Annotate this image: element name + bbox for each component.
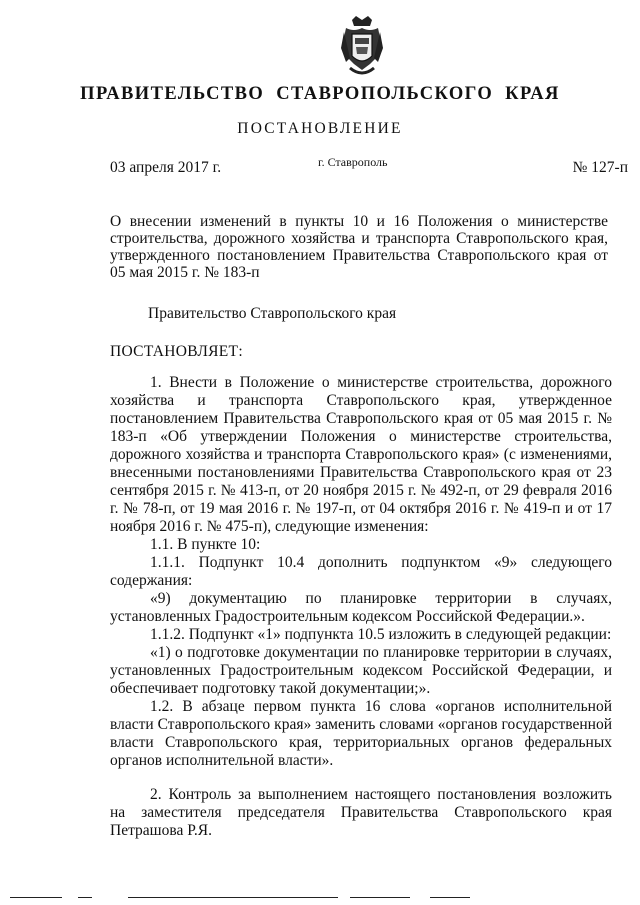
document-number: № 127-п: [572, 159, 628, 176]
document-body: [110, 374, 612, 840]
footer-divider: [0, 897, 640, 901]
paragraph-1-2: 1.2. В абзаце первом пункта 16 слова «органов исполнительной власти Ставропольского края» заменить словами «органов государственной власти Ставропольского края, территориальных органов федеральных органов исполнительной власти».: [110, 698, 612, 769]
paragraph-quote-1: «1) о подготовке документации по планировке территории в случаях, установленных Градостроительным кодексом Российской Федерации, и обеспечивает подготовку такой документации;».: [110, 644, 612, 697]
paragraph-1: 1. Внести в Положение о министерстве строительства, дорожного хозяйства и транспорта Ставропольского края, утвержденное постановлением Правительства Ставропольского края от 05 мая 2015 г. № 183-п «Об утверждении Положения о министерстве строительства, дорожного хозяйства и транспорта Ставропольского края» (с изменениями, внесенными постановлениями Правительства Ставропольского края от 23 сентября 2015 г. № 413-п, от 20 ноября 2015 г. № 492-п, от 29 февраля 2016 г. № 78-п, от 19 мая 2016 г. № 197-п, от 04 октября 2016 г. № 419-п и от 17 ноября 2016 г. № 475-п), следующие изменения:: [110, 374, 612, 535]
government-name-title: ПРАВИТЕЛЬСТВО СТАВРОПОЛЬСКОГО КРАЯ: [80, 84, 560, 104]
paragraph-2: 2. Контроль за выполнением настоящего постановления возложить на заместителя председателя Правительства Ставропольского края Петрашова Р.Я.: [110, 786, 612, 839]
paragraph-1-1-2: 1.1.2. Подпункт «1» подпункта 10.5 изложить в следующей редакции:: [150, 626, 612, 643]
document-city: г. Ставрополь: [318, 155, 388, 169]
paragraph-1-1: 1.1. В пункте 10:: [150, 536, 261, 553]
document-type: ПОСТАНОВЛЕНИЕ: [237, 120, 403, 137]
coat-of-arms-icon: [340, 14, 384, 80]
resolves-heading: ПОСТАНОВЛЯЕТ:: [110, 343, 243, 360]
paragraph-quote-9: «9) документацию по планировке территории в случаях, установленных Градостроительным кодексом Российской Федерации.».: [110, 590, 612, 625]
document-date: 03 апреля 2017 г.: [110, 159, 222, 176]
issuing-authority: Правительство Ставропольского края: [148, 305, 397, 322]
document-subject: О внесении изменений в пункты 10 и 16 Положения о министерстве строительства, дорожного хозяйства и транспорта Ставропольского края, утвержденного постановлением Правительства Ставропольского края от 05 мая 2015 г. № 183-п: [110, 213, 608, 281]
paragraph-1-1-1: 1.1.1. Подпункт 10.4 дополнить подпунктом «9» следующего содержания:: [110, 554, 612, 589]
